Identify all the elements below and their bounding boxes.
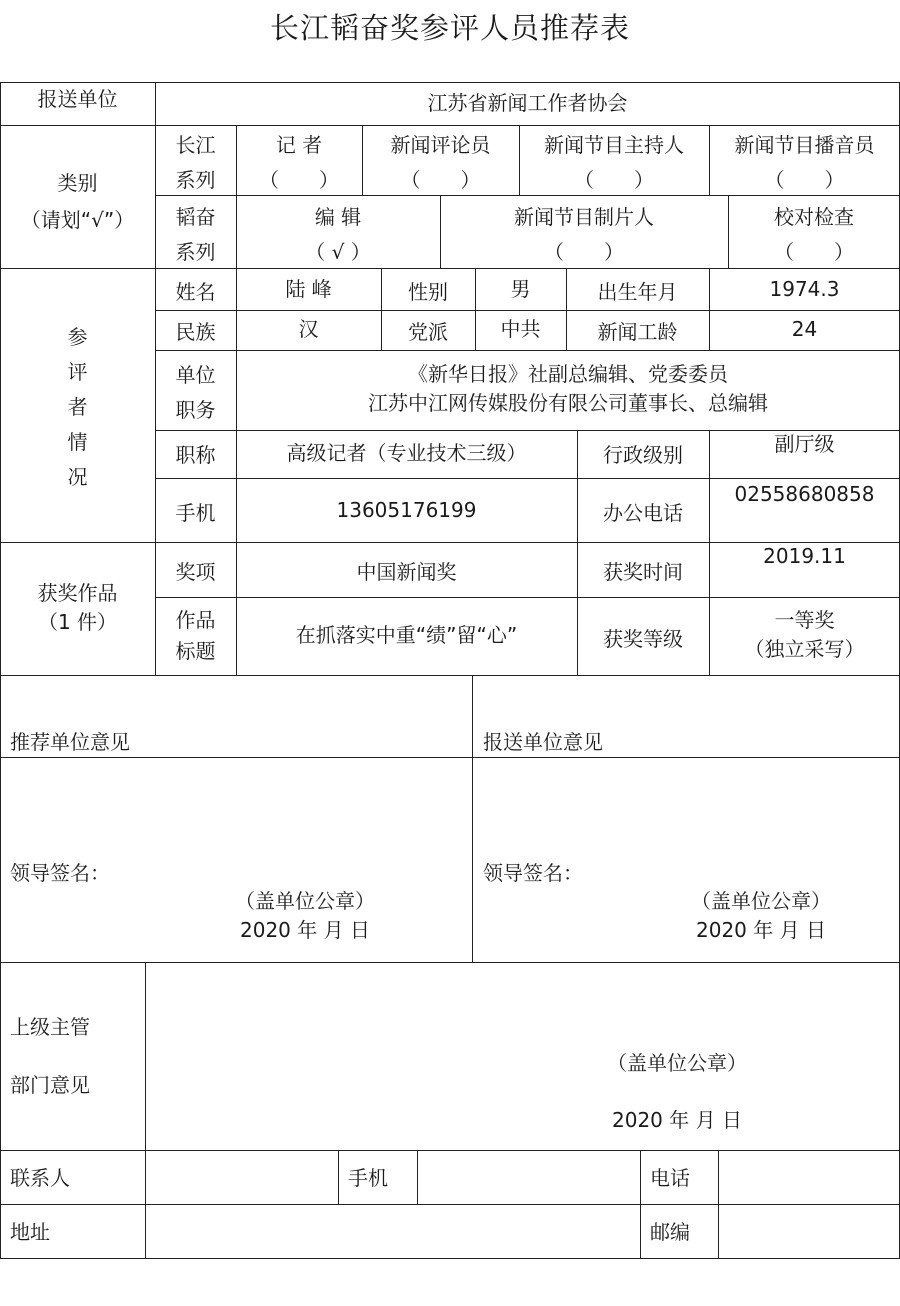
- award-time-label: 获奖时间: [603, 560, 683, 584]
- name-value: 陆 峰: [285, 277, 332, 301]
- option-producer-mark[interactable]: （ ）: [544, 240, 624, 264]
- option-reporter: 记 者: [275, 133, 323, 157]
- gender-label: 性别: [408, 280, 448, 304]
- admin-value: 副厅级: [774, 432, 835, 456]
- office-phone-label: 办公电话: [603, 501, 683, 525]
- report-unit-value: 江苏省新闻工作者协会: [427, 91, 628, 115]
- award-item-label: 奖项: [175, 560, 216, 584]
- gender-value: 男: [510, 277, 531, 301]
- zip-label: 邮编: [650, 1220, 690, 1244]
- report-unit-label: 报送单位: [37, 87, 118, 111]
- option-announcer-mark[interactable]: （ ）: [764, 168, 845, 192]
- years-value: 24: [791, 317, 818, 341]
- option-producer: 新闻节目制片人: [514, 205, 654, 229]
- position-label-2: 职务: [175, 398, 216, 422]
- work-title-value: 在抓落实中重“绩”留“心”: [295, 623, 518, 647]
- award-time-value: 2019.11: [763, 544, 846, 568]
- form-title: 长江韬奋奖参评人员推荐表: [269, 11, 630, 45]
- award-level-value: 一等奖: [774, 608, 835, 632]
- ethnicity-value: 汉: [298, 317, 319, 341]
- ethnicity-label: 民族: [175, 320, 216, 344]
- position-value-2: 江苏中江网传媒股份有限公司董事长、总编辑: [368, 391, 768, 415]
- address-label: 地址: [10, 1220, 50, 1244]
- option-editor-mark[interactable]: （ √ ）: [305, 240, 371, 264]
- party-label: 党派: [408, 320, 448, 344]
- category-label: 类别: [57, 171, 98, 195]
- party-value: 中共: [500, 317, 541, 341]
- category-instruction: （请划“√”）: [20, 208, 135, 232]
- candidate-section-char: 评: [67, 360, 88, 384]
- admin-label: 行政级别: [603, 443, 683, 467]
- award-level-label: 获奖等级: [603, 627, 683, 651]
- position-value-1: 《新华日报》社副总编辑、党委委员: [408, 362, 728, 386]
- award-level-note: （独立采写）: [744, 637, 865, 661]
- award-count: （1 件）: [37, 610, 118, 634]
- option-announcer: 新闻节目播音员: [734, 133, 875, 157]
- changjiang-label-2: 系列: [175, 168, 216, 192]
- work-title-label-2: 标题: [175, 639, 216, 663]
- option-proofreader-mark[interactable]: （ ）: [774, 240, 854, 264]
- report-seal: （盖单位公章）: [691, 889, 831, 913]
- changjiang-label-1: 长江: [175, 133, 216, 157]
- option-host: 新闻节目主持人: [544, 133, 684, 157]
- contact-person-label: 联系人: [10, 1166, 70, 1190]
- contact-phone-label: 电话: [650, 1166, 690, 1190]
- candidate-section-char: 情: [67, 430, 88, 454]
- candidate-section-char: 参: [67, 325, 88, 349]
- award-item-value: 中国新闻奖: [356, 560, 457, 584]
- position-label-1: 单位: [175, 363, 216, 387]
- recommend-opinion-label: 推荐单位意见: [10, 730, 130, 754]
- option-editor: 编 辑: [314, 205, 362, 229]
- option-proofreader: 校对检查: [774, 205, 854, 229]
- superior-date: 2020 年 月 日: [612, 1108, 742, 1132]
- work-title-label-1: 作品: [175, 608, 216, 632]
- report-opinion-label: 报送单位意见: [483, 730, 603, 754]
- superior-seal: （盖单位公章）: [607, 1051, 747, 1075]
- title-value: 高级记者（专业技术三级）: [286, 441, 527, 465]
- candidate-section-char: 况: [67, 465, 88, 489]
- mobile-value: 13605176199: [336, 498, 477, 522]
- option-commentator: 新闻评论员: [390, 133, 491, 157]
- mobile-label: 手机: [175, 501, 216, 525]
- name-label: 姓名: [175, 280, 216, 304]
- report-date: 2020 年 月 日: [696, 918, 826, 942]
- birth-label: 出生年月: [597, 280, 678, 304]
- recommend-date: 2020 年 月 日: [240, 918, 370, 942]
- option-reporter-mark[interactable]: （ ）: [259, 168, 339, 192]
- taofen-label-2: 系列: [175, 240, 216, 264]
- recommend-seal: （盖单位公章）: [235, 889, 375, 913]
- contact-mobile-label: 手机: [348, 1166, 388, 1190]
- report-leader-sign[interactable]: 领导签名：: [483, 861, 583, 885]
- birth-value: 1974.3: [769, 277, 840, 301]
- superior-label-2: 部门意见: [10, 1073, 90, 1097]
- taofen-label-1: 韬奋: [175, 205, 216, 229]
- recommend-leader-sign[interactable]: 领导签名：: [10, 861, 110, 885]
- candidate-section-char: 者: [67, 395, 88, 419]
- option-commentator-mark[interactable]: （ ）: [400, 168, 481, 192]
- award-section-label: 获奖作品: [37, 581, 118, 605]
- years-label: 新闻工龄: [597, 320, 678, 344]
- option-host-mark[interactable]: （ ）: [574, 168, 654, 192]
- office-phone-value: 02558680858: [734, 482, 875, 506]
- title-label: 职称: [175, 443, 216, 467]
- superior-label-1: 上级主管: [10, 1015, 90, 1039]
